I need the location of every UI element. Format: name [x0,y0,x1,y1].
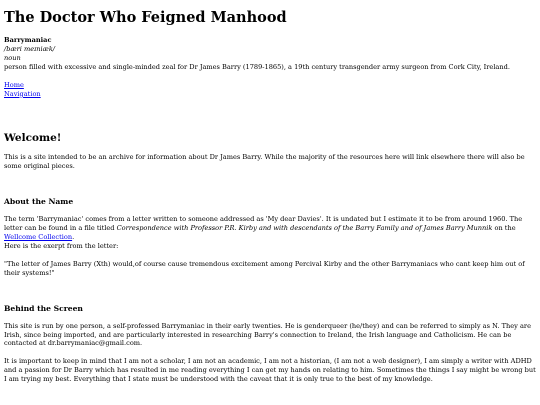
page-title: The Doctor Who Feigned Manhood [4,9,287,26]
about-text [4,215,536,251]
letter-quote: "The letter of James Barry (Xth) would,of course cause tremendous excitement among Percival Kirby and the other Barrymaniacs who cant keep him out of their systems!" [4,259,525,277]
about-text-2: on the [492,224,516,233]
home-link[interactable]: Home [4,80,24,89]
wellcome-collection-link[interactable]: Wellcome Collection [4,233,73,241]
welcome-text: This is a site intended to be an archive for information about Dr James Barry. While the majority of the resources here will link elsewhere there will also be some original pieces. [4,153,525,171]
behind-text-2: It is important to keep in mind that I am not a scholar, I am not an academic, I am not a historian, (I am not a web designer), I am simply a writer with ADHD and a passion for Dr Barry which has resulted in me reading everything I can get my hands on relating to him. Sometimes the things I say might be wrong but I am trying my best. Everything that I state must be understood with the caveat that it is only true to the best of my knowledge. [4,357,536,384]
definition-part-of-speech: noun [4,54,21,63]
definition-pronunciation: /bæri meɪniæk/ [4,45,56,54]
file-title: Correspondence with Professor P.R. Kirby and with descendants of the Barry Family and of James Barry Munnik [116,224,493,233]
welcome-heading: Welcome! [4,131,62,144]
behind-heading: Behind the Screen [4,303,83,313]
definition-term: Barrymaniac [4,36,52,45]
definition-block [4,36,536,72]
definition-meaning: person filled with excessive and single-minded zeal for Dr James Barry (1789-1865), a 19th century transgender army surgeon from Cork City, Ireland. [4,63,510,72]
about-heading: About the Name [4,197,74,207]
navigation-link[interactable]: Navigation [4,89,41,98]
nav-links [4,81,536,99]
about-text-3: . [72,233,75,241]
excerpt-intro: Here is the exerpt from the letter: [4,241,119,250]
about-text-1: The term 'Barrymaniac' comes from a letter written to someone addressed as 'My dear Davies'. It is undated but I estimate it to be from around 1960. The letter can be found in a file titled [4,215,523,233]
behind-text-1: This site is run by one person, a self-professed Barrymaniac in their early twenties. He is genderqueer (he/they) and can be referred to simply as N. They are Irish, since being imported, and are particularly interested in researching Barry's connection to Ireland, the Irish language and Catholicism. He can be contacted at dr.barrymaniac@gmail.com. [4,321,531,348]
